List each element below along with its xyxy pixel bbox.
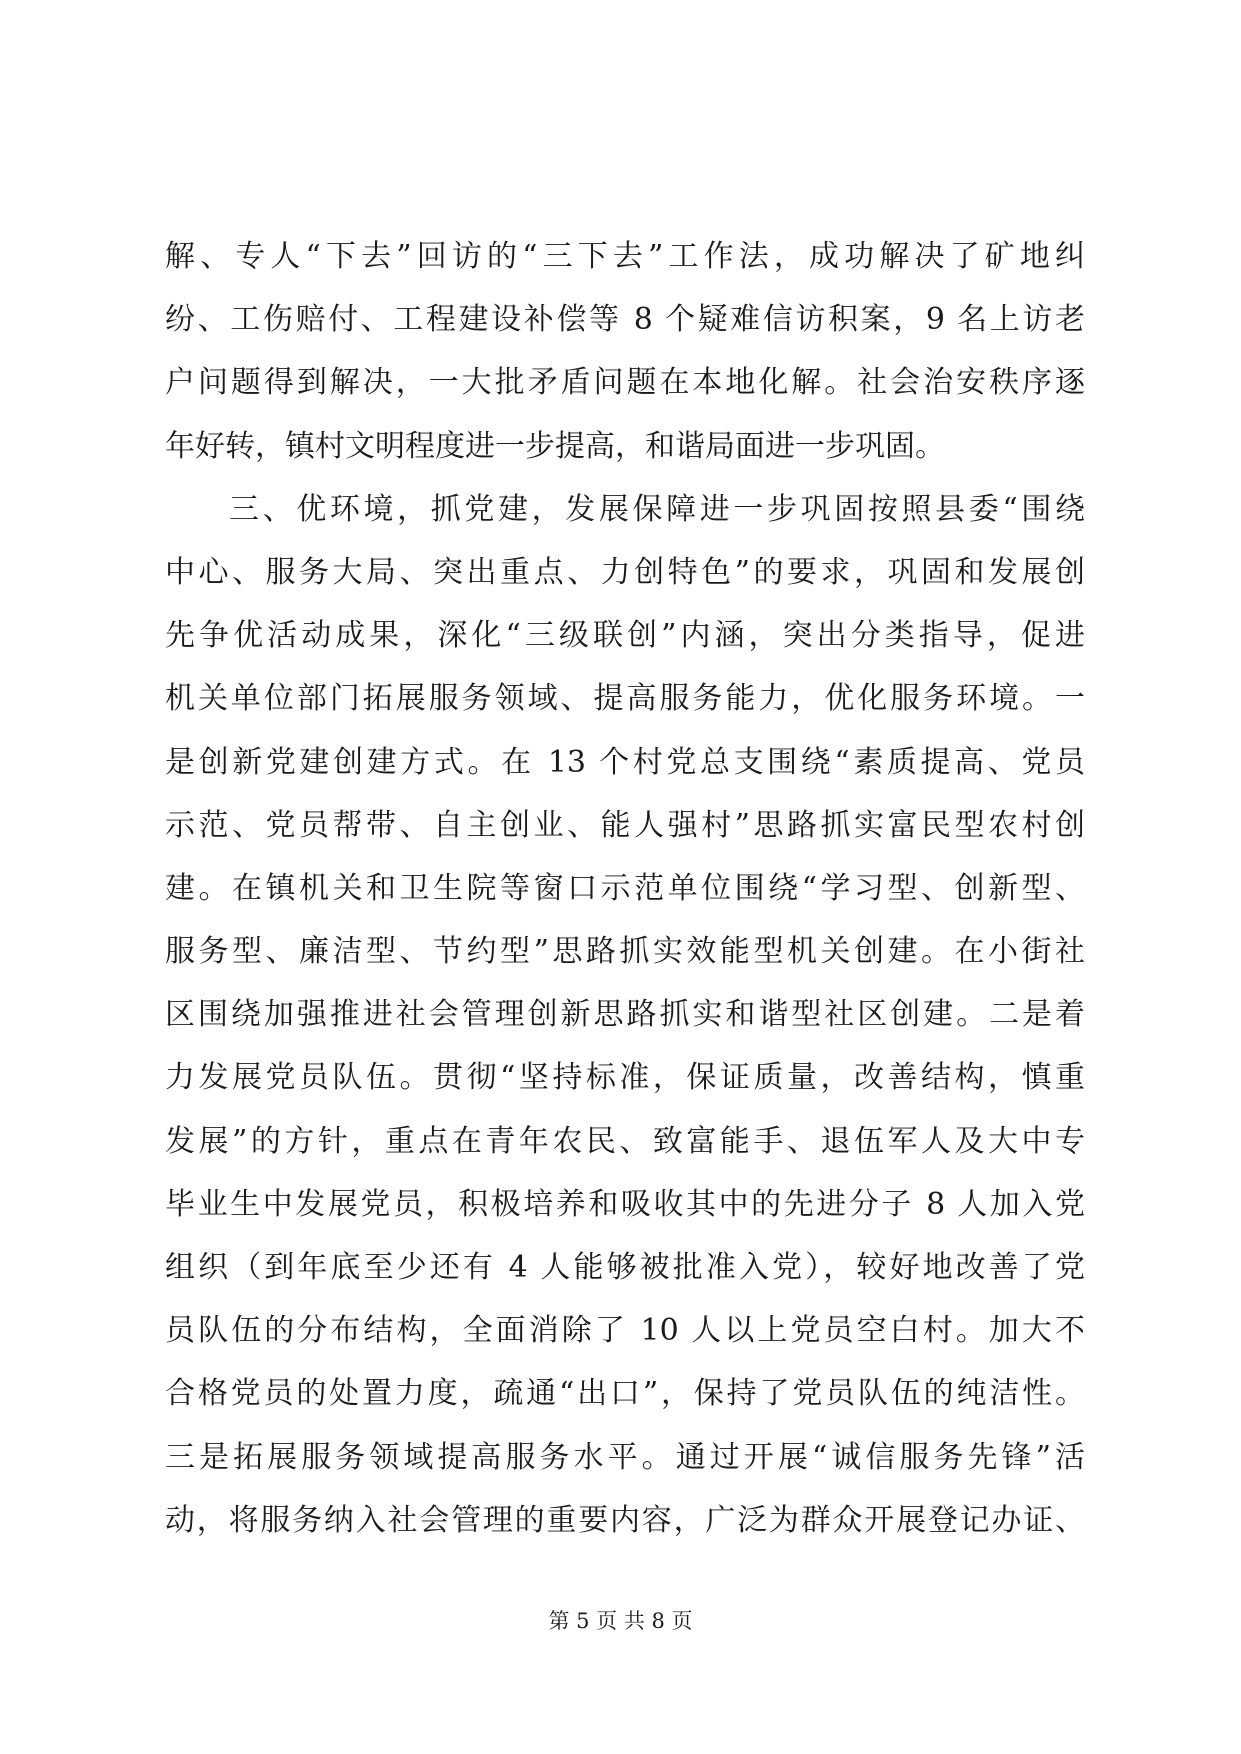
body-text: [165, 225, 1085, 1552]
text-line: 是创新党建创建方式。在 13 个村党总支围绕“素质提高、党员: [165, 744, 1085, 780]
text-line: 区围绕加强推进社会管理创新思路抓实和谐型社区创建。二是着: [165, 997, 1085, 1033]
text-line: 员队伍的分布结构，全面消除了 10 人以上党员空白村。加大不: [165, 1313, 1085, 1349]
text-line: 户问题得到解决，一大批矛盾问题在本地化解。社会治安秩序逐: [165, 365, 1085, 401]
text-line: 解、专人“下去”回访的“三下去”工作法，成功解决了矿地纠: [165, 239, 1085, 274]
text-line: 建。在镇机关和卫生院等窗口示范单位围绕“学习型、创新型、: [165, 870, 1085, 906]
text-line: 机关单位部门拓展服务领域、提高服务能力，优化服务环境。一: [165, 681, 1085, 717]
text-line: 动，将服务纳入社会管理的重要内容，广泛为群众开展登记办证、: [165, 1502, 1085, 1538]
text-line: 组织（到年底至少还有 4 人能够被批准入党），较好地改善了党: [165, 1250, 1085, 1285]
text-line: 力发展党员队伍。贯彻“坚持标准，保证质量，改善结构，慎重: [165, 1060, 1085, 1096]
text-line: 毕业生中发展党员，积极培养和吸收其中的先进分子 8 人加入党: [165, 1186, 1085, 1222]
text-line: 先争优活动成果，深化“三级联创”内涵，突出分类指导，促进: [165, 618, 1085, 654]
text-line: 三是拓展服务领域提高服务水平。通过开展“诚信服务先锋”活: [165, 1439, 1085, 1475]
text-line: 中心、服务大局、突出重点、力创特色”的要求，巩固和发展创: [165, 554, 1085, 590]
page-number-footer: 第 5 页 共 8 页: [548, 1609, 693, 1633]
text-line: 年好转，镇村文明程度进一步提高，和谐局面进一步巩固。: [165, 428, 945, 464]
text-line: 发展”的方针，重点在青年农民、致富能手、退伍军人及大中专: [165, 1123, 1085, 1159]
text-line: 合格党员的处置力度，疏通“出口”，保持了党员队伍的纯洁性。: [165, 1376, 1085, 1412]
text-line: 服务型、廉洁型、节约型”思路抓实效能型机关创建。在小街社: [165, 934, 1085, 970]
section-heading-line: 三、优环境，抓党建，发展保障进一步巩固按照县委“围绕: [229, 491, 1085, 527]
text-line: 纷、工伤赔付、工程建设补偿等 8 个疑难信访积案，9 名上访老: [165, 302, 1085, 338]
text-line: 示范、党员帮带、自主创业、能人强村”思路抓实富民型农村创: [165, 807, 1085, 843]
